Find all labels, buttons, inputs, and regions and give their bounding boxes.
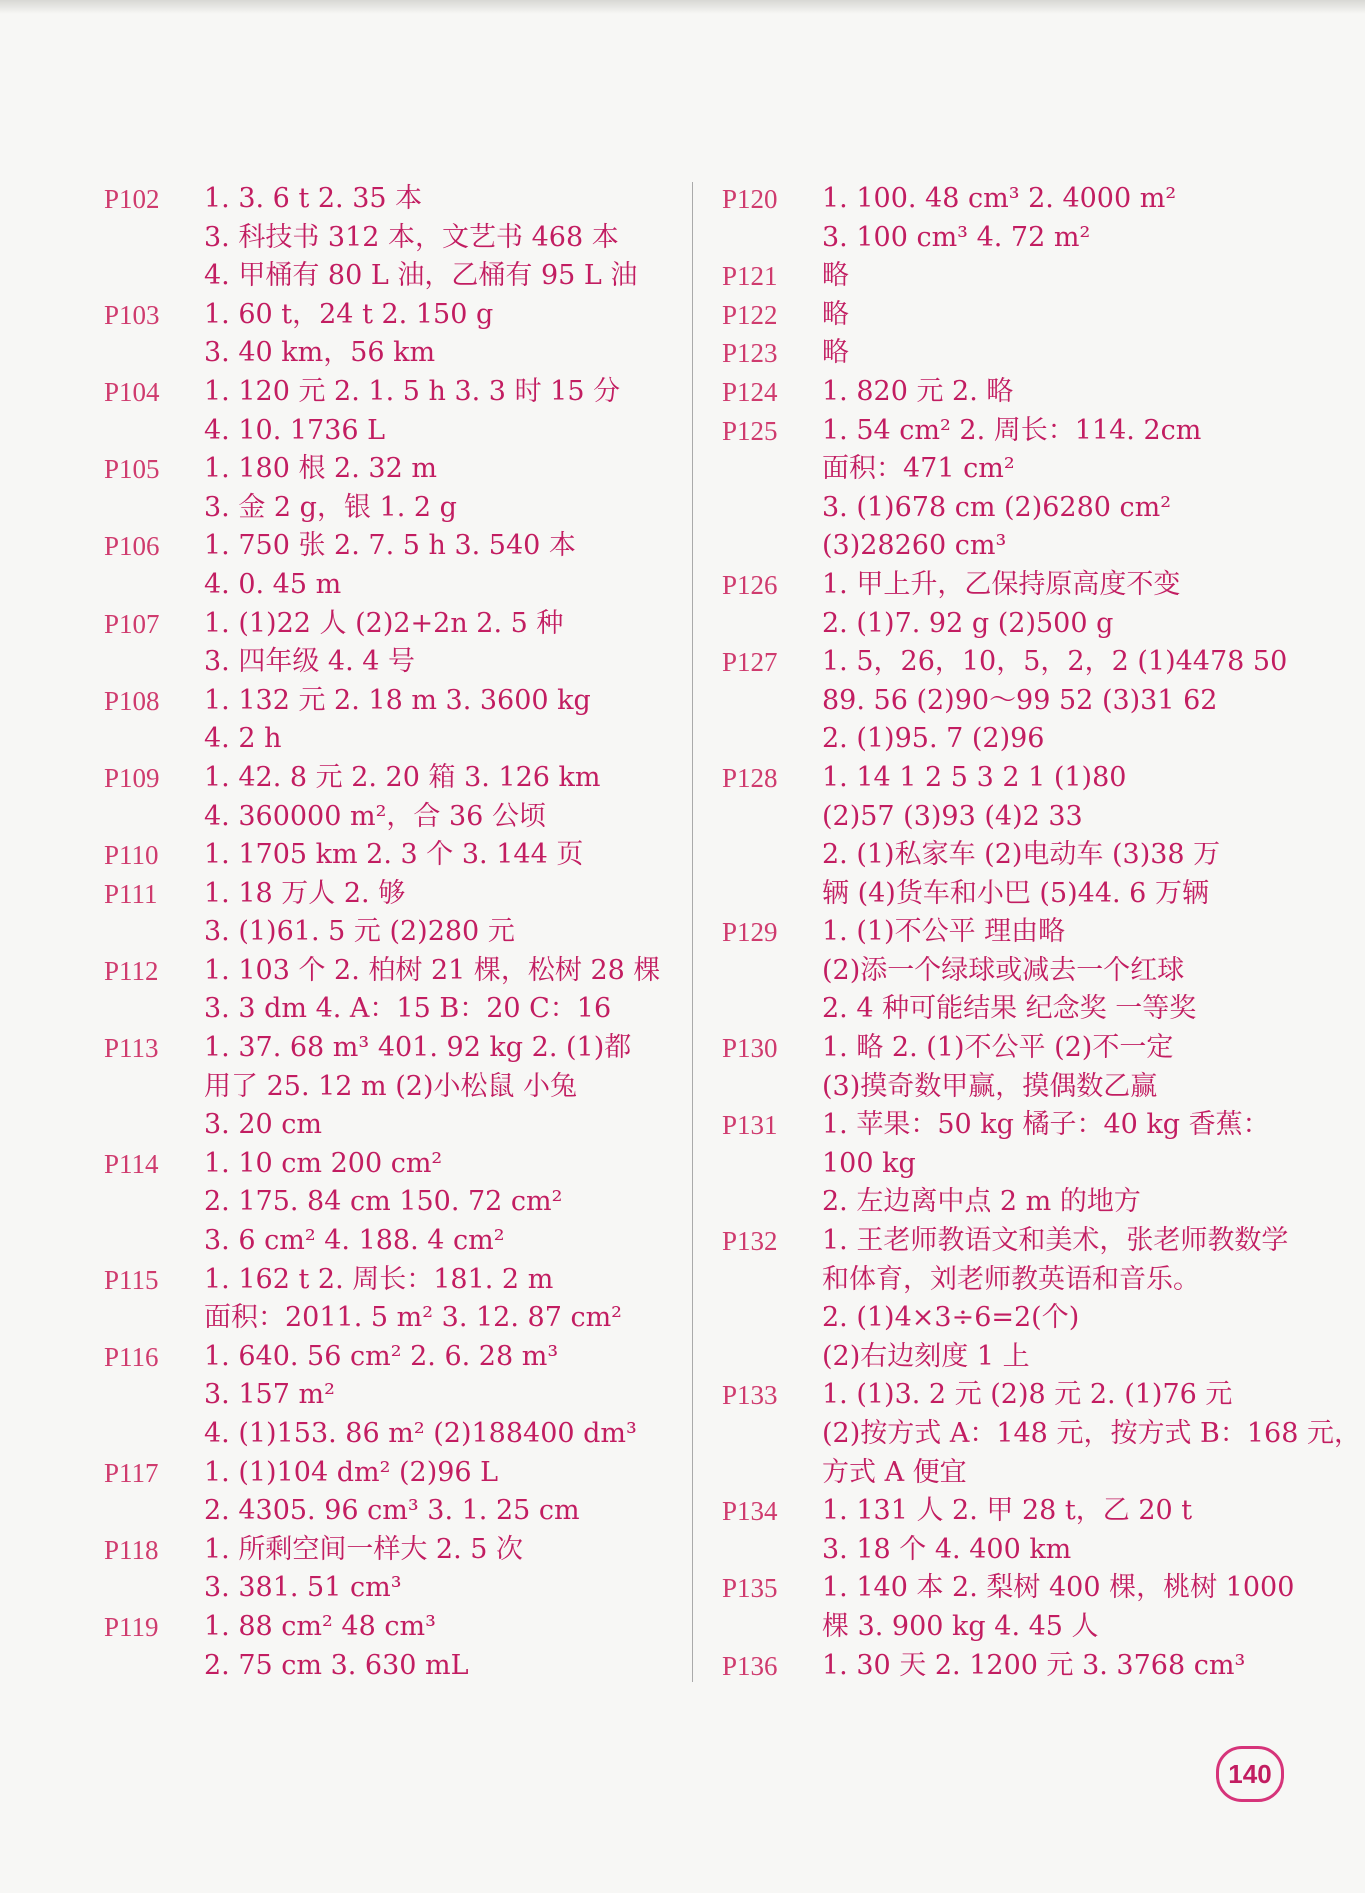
answer-entry: [722, 334, 1292, 373]
page-ref: P105: [104, 454, 160, 485]
answer-line: 略: [822, 298, 849, 330]
answer-line: 3. 157 m²: [204, 1379, 335, 1411]
answer-line: 2. 4 种可能结果 纪念奖 一等奖: [822, 993, 1197, 1025]
page-ref: P128: [722, 762, 778, 793]
page-ref: P135: [722, 1573, 778, 1604]
answer-line: 1. 苹果：50 kg 橘子：40 kg 香蕉：: [822, 1109, 1270, 1141]
answer-line: 4. 2 h: [204, 723, 282, 755]
answer-line: 面积：471 cm²: [822, 453, 1015, 485]
answer-line: 100 kg: [822, 1147, 916, 1179]
answer-line: 略: [822, 337, 849, 369]
answer-entry: [104, 759, 674, 836]
answer-line: (2)右边刻度 1 上: [822, 1340, 1030, 1372]
answer-line: 1. 3. 6 t 2. 35 本: [204, 183, 423, 214]
answer-line: 略: [822, 260, 849, 292]
answer-line: (3)摸奇数甲赢，摸偶数乙赢: [822, 1070, 1158, 1102]
answer-entry: [104, 1261, 674, 1338]
answer-line: 1. 180 根 2. 32 m: [204, 453, 437, 485]
answer-entry: [722, 1029, 1292, 1106]
answer-line: 1. 60 t，24 t 2. 150 g: [204, 298, 494, 330]
answer-line: 1. 100. 48 cm³ 2. 4000 m²: [822, 183, 1177, 214]
answer-line: 1. 1705 km 2. 3 个 3. 144 页: [204, 839, 584, 871]
page-ref: P114: [104, 1148, 159, 1179]
answer-entry: [104, 373, 674, 450]
answer-line: 3. 20 cm: [204, 1109, 323, 1141]
answer-entry: [104, 836, 674, 875]
answer-line: 4. 10. 1736 L: [204, 414, 386, 446]
page-ref: P113: [104, 1033, 159, 1064]
answer-entry: [104, 1029, 674, 1145]
page-ref: P119: [104, 1611, 159, 1642]
answer-line: 1. 42. 8 元 2. 20 箱 3. 126 km: [204, 761, 601, 793]
answer-line: 1. 所剩空间一样大 2. 5 次: [204, 1533, 524, 1565]
answer-line: 2. (1)私家车 (2)电动车 (3)38 万: [822, 839, 1221, 871]
answer-line: 面积：2011. 5 m² 3. 12. 87 cm²: [204, 1302, 622, 1334]
page-ref: P107: [104, 608, 160, 639]
answer-line: 2. 左边离中点 2 m 的地方: [822, 1186, 1141, 1218]
answer-line: 2. (1)95. 7 (2)96: [822, 723, 1045, 755]
page-number-badge: 140: [1216, 1746, 1284, 1802]
answer-line: 1. (1)22 人 (2)2+2n 2. 5 种: [204, 607, 564, 639]
answer-entry: [104, 1531, 674, 1608]
answer-line: 3. 100 cm³ 4. 72 m²: [822, 221, 1091, 253]
answer-line: 方式 A 便宜: [822, 1456, 967, 1488]
page-ref: P129: [722, 917, 778, 948]
page-ref: P103: [104, 299, 160, 330]
answer-line: 1. 略 2. (1)不公平 (2)不一定: [822, 1032, 1174, 1064]
answer-line: 3. 3 dm 4. A：15 B：20 C：16: [204, 993, 612, 1025]
scan-top-edge: [0, 0, 1365, 14]
answer-entry: [722, 1492, 1292, 1569]
answer-entry: [722, 412, 1292, 566]
page-ref: P104: [104, 376, 160, 407]
page-ref: P124: [722, 376, 778, 407]
page-ref: P136: [722, 1650, 778, 1681]
answer-line: 3. 6 cm² 4. 188. 4 cm²: [204, 1225, 505, 1257]
page-ref: P121: [722, 261, 778, 292]
answer-entry: [104, 296, 674, 373]
answer-line: 1. 54 cm² 2. 周长：114. 2cm: [822, 414, 1202, 446]
page-ref: P123: [722, 338, 778, 369]
answer-line: (2)57 (3)93 (4)2 33: [822, 800, 1083, 832]
answer-line: 1. 131 人 2. 甲 28 t，乙 20 t: [822, 1495, 1193, 1527]
page-ref: P127: [722, 647, 778, 678]
answer-entry: [722, 566, 1292, 643]
page-ref: P108: [104, 685, 160, 716]
answer-entry: [104, 527, 674, 604]
answer-line: 1. 120 元 2. 1. 5 h 3. 3 时 15 分: [204, 375, 621, 407]
page-ref: P130: [722, 1033, 778, 1064]
answer-line: 1. (1)不公平 理由略: [822, 916, 1066, 948]
answer-entry: [722, 1106, 1292, 1222]
answer-line: 1. 750 张 2. 7. 5 h 3. 540 本: [204, 530, 576, 562]
page-ref: P106: [104, 531, 160, 562]
page-ref: P133: [722, 1380, 778, 1411]
answer-line: 1. 5，26，10，5，2，2 (1)4478 50: [822, 646, 1288, 678]
answer-line: (3)28260 cm³: [822, 530, 1007, 562]
page-ref: P131: [722, 1110, 778, 1141]
answer-line: 3. (1)678 cm (2)6280 cm²: [822, 491, 1172, 523]
answer-line: 3. 四年级 4. 4 号: [204, 646, 416, 678]
answer-line: 1. 18 万人 2. 够: [204, 877, 406, 909]
answer-line: 1. 162 t 2. 周长：181. 2 m: [204, 1263, 554, 1295]
answer-entry: [104, 1454, 674, 1531]
answer-line: 4. 甲桶有 80 L 油，乙桶有 95 L 油: [204, 260, 638, 292]
answer-line: 3. 金 2 g，银 1. 2 g: [204, 491, 457, 523]
page-ref: P132: [722, 1226, 778, 1257]
page-ref: P111: [104, 878, 158, 909]
answer-line: 用了 25. 12 m (2)小松鼠 小兔: [204, 1070, 578, 1102]
answer-entry: [104, 1145, 674, 1261]
page-ref: P125: [722, 415, 778, 446]
answer-line: 1. 640. 56 cm² 2. 6. 28 m³: [204, 1340, 559, 1372]
answer-line: 2. 4305. 96 cm³ 3. 1. 25 cm: [204, 1495, 580, 1527]
answer-entry: [722, 1222, 1292, 1376]
page-ref: P109: [104, 762, 160, 793]
answer-line: 1. 103 个 2. 柏树 21 棵，松树 28 棵: [204, 954, 661, 986]
answer-entry: [104, 875, 674, 952]
answer-line: 1. 88 cm² 48 cm³: [204, 1610, 436, 1642]
answer-entry: [722, 1647, 1292, 1686]
answer-entry: [104, 180, 674, 296]
answer-entry: [722, 643, 1292, 759]
answer-line: 1. 14 1 2 5 3 2 1 (1)80: [822, 761, 1127, 793]
answer-entry: [104, 1608, 674, 1685]
answer-entry: [722, 913, 1292, 1029]
page-ref: P115: [104, 1264, 159, 1295]
answer-line: (2)按方式 A：148 元，按方式 B：168 元，: [822, 1418, 1361, 1449]
answer-entry: [722, 180, 1292, 257]
answer-line: 3. 18 个 4. 400 km: [822, 1533, 1072, 1565]
answer-entry: [722, 759, 1292, 913]
answer-line: 3. 科技书 312 本，文艺书 468 本: [204, 221, 619, 253]
answer-line: 1. 37. 68 m³ 401. 92 kg 2. (1)都: [204, 1032, 632, 1064]
answer-entry: [104, 952, 674, 1029]
answer-column-left: [104, 180, 674, 1685]
answer-entry: [722, 373, 1292, 412]
answer-entry: [722, 1569, 1295, 1646]
answer-line: 1. 140 本 2. 梨树 400 棵，桃树 1000: [822, 1572, 1295, 1604]
answer-line: 3. (1)61. 5 元 (2)280 元: [204, 916, 515, 948]
page-ref: P102: [104, 184, 160, 214]
answer-line: 棵 3. 900 kg 4. 45 人: [822, 1610, 1099, 1642]
answer-line: 1. (1)3. 2 元 (2)8 元 2. (1)76 元: [822, 1379, 1233, 1411]
answer-line: 1. 30 天 2. 1200 元 3. 3768 cm³: [822, 1649, 1246, 1681]
answer-line: 1. 甲上升，乙保持原高度不变: [822, 568, 1181, 600]
answer-line: 3. 381. 51 cm³: [204, 1572, 402, 1604]
page-ref: P120: [722, 184, 778, 214]
page-ref: P112: [104, 955, 159, 986]
page-ref: P118: [104, 1534, 159, 1565]
answer-entry: [722, 296, 1292, 335]
column-divider: [692, 182, 693, 1682]
page-ref: P134: [722, 1496, 778, 1527]
answer-line: 3. 40 km，56 km: [204, 337, 436, 369]
page-ref: P116: [104, 1341, 159, 1372]
answer-line: (2)添一个绿球或减去一个红球: [822, 954, 1185, 986]
answer-entry: [722, 1376, 1361, 1492]
page-ref: P126: [722, 569, 778, 600]
answer-line: 2. 175. 84 cm 150. 72 cm²: [204, 1186, 563, 1218]
answer-entry: [104, 682, 674, 759]
answer-line: 1. 王老师教语文和美术，张老师教数学: [822, 1225, 1289, 1257]
answer-entry: [104, 605, 674, 682]
page-ref: P110: [104, 840, 159, 871]
page-ref: P117: [104, 1457, 159, 1488]
answer-line: 4. 360000 m²，合 36 公顷: [204, 800, 546, 832]
answer-line: 和体育，刘老师教英语和音乐。: [822, 1263, 1200, 1295]
answer-line: 1. 132 元 2. 18 m 3. 3600 kg: [204, 684, 591, 716]
answer-column-right: [722, 180, 1361, 1685]
answer-entry: [722, 257, 1292, 296]
answer-line: 1. (1)104 dm² (2)96 L: [204, 1456, 499, 1488]
answer-line: 2. (1)7. 92 g (2)500 g: [822, 607, 1114, 639]
answer-line: 辆 (4)货车和小巴 (5)44. 6 万辆: [822, 877, 1209, 909]
answer-line: 89. 56 (2)90～99 52 (3)31 62: [822, 684, 1218, 716]
page-ref: P122: [722, 299, 778, 330]
answer-line: 2. 75 cm 3. 630 mL: [204, 1649, 469, 1681]
answer-line: 4. (1)153. 86 m² (2)188400 dm³: [204, 1418, 637, 1449]
answer-entry: [104, 450, 674, 527]
answer-line: 1. 820 元 2. 略: [822, 375, 1014, 407]
answer-line: 4. 0. 45 m: [204, 568, 342, 600]
answer-entry: [104, 1338, 674, 1454]
answer-line: 1. 10 cm 200 cm²: [204, 1147, 443, 1179]
answer-line: 2. (1)4×3÷6=2(个): [822, 1302, 1080, 1334]
